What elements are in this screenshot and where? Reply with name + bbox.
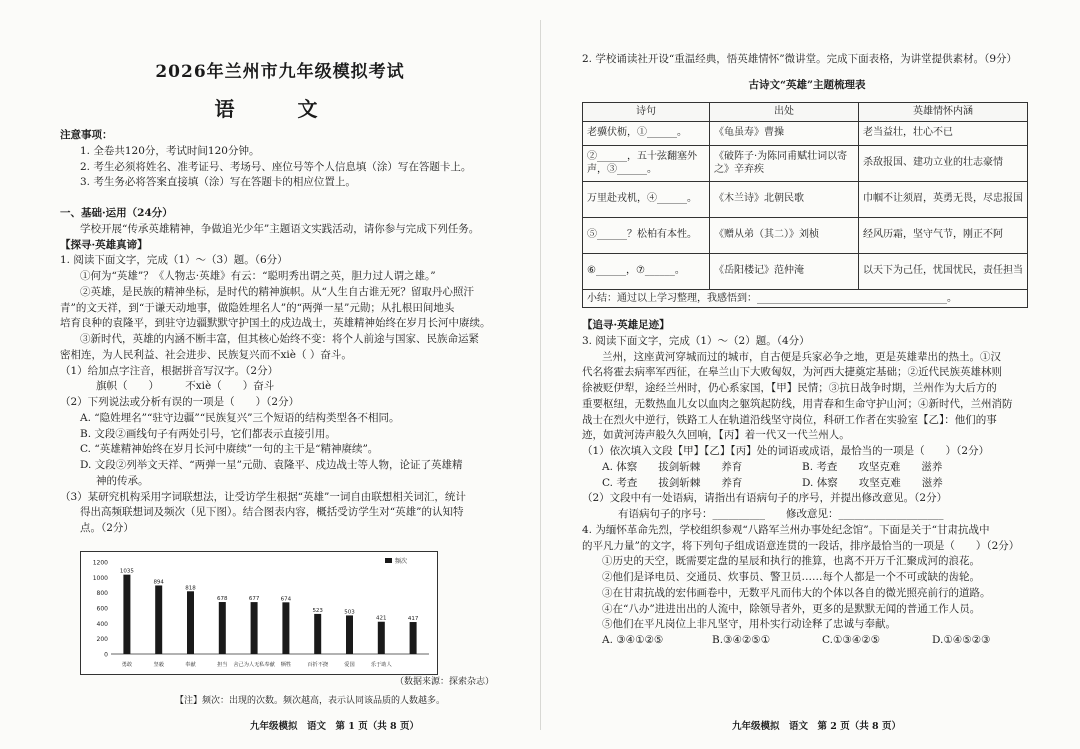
- table-cell: 经风历霜，坚守气节，刚正不阿: [859, 217, 1028, 253]
- option-d: D. 体察 攻坚克难 滋养: [802, 476, 943, 489]
- page-right: [582, 0, 1032, 749]
- table-row: [583, 181, 1028, 217]
- option-b: B. 文段②画线句子有两处引号，它们都表示直接引用。: [80, 427, 336, 440]
- data-label: 417: [407, 616, 419, 623]
- notice-item: 2. 考生必须将姓名、准考证号、考场号、座位号等个人信息填（涂）写在答题卡上。: [80, 160, 472, 173]
- subquestion-3: （3）某研究机构采用字词联想法，让受访学生根据“英雄”一词自由联想相关词汇，统计: [60, 490, 466, 503]
- table-title: 古诗文“英雄”主题梳理表: [748, 79, 866, 91]
- table-cell: 《赠从弟（其二）》刘桢: [710, 217, 859, 253]
- sentence-item: ①历史的天空，既需要定盘的星辰和执行的推算，也离不开万千汇聚成河的浪花。: [602, 555, 980, 568]
- table-row: [583, 253, 1028, 289]
- option-d: D. 文段②列举文天祥、“两弹一星”元勋、袁隆平、戍边战士等人物，论证了英雄精: [80, 459, 463, 471]
- chart-bar: [378, 622, 385, 654]
- table-cell: 巾帼不让须眉，英勇无畏，尽忠报国: [859, 181, 1028, 217]
- task-heading: 【追寻·英雄足迹】: [582, 319, 670, 331]
- y-tick-label: 1000: [92, 574, 108, 582]
- task-heading: 【探寻·英雄真谛】: [60, 238, 148, 251]
- sentence-item: ③在甘肃抗战的宏伟画卷中，无数平凡而伟大的个体以各自的微光照亮前行的道路。: [602, 586, 991, 599]
- option-b: B. 考查 攻坚克难 滋养: [802, 460, 943, 473]
- subject-title: 语 文: [214, 96, 346, 121]
- passage-line: 密相连，为人民利益、社会进步、民族复兴而不xiè（ ）奋斗。: [60, 348, 352, 361]
- category-label: 担当: [217, 662, 228, 668]
- subquestion-3-1: （1）依次填入文段【甲】【乙】【丙】处的词语或成语，最恰当的一项是（ ）（2分）: [582, 445, 990, 457]
- table-row: [583, 121, 1028, 145]
- chart-bar: [251, 602, 258, 654]
- category-label: 坚毅: [153, 662, 164, 668]
- question-2: 2. 学校诵读社开设“重温经典，悟英雄情怀”微讲堂。完成下面表格，为讲堂提供素材。（9分）: [582, 53, 1018, 65]
- data-label: 678: [217, 596, 228, 603]
- sentence-item: ④在“八办”进进出出的人流中，除领导者外，更多的是默默无闻的普通工作人员。: [602, 602, 981, 615]
- data-label: 503: [344, 609, 355, 616]
- table-header: 诗句: [583, 103, 710, 122]
- category-label: 舍己为人无私奉献: [233, 662, 275, 668]
- legend-swatch: [385, 558, 392, 563]
- option-a: A. 体察 拔剑斩棘 养育: [602, 460, 743, 473]
- data-label: 677: [248, 596, 260, 603]
- exam-title: 2026年兰州市九年级模拟考试: [155, 62, 405, 82]
- data-label: 523: [312, 607, 323, 614]
- frequency-chart: [80, 551, 438, 675]
- table-header: 英雄情怀内涵: [859, 103, 1028, 122]
- chart-bar: [282, 602, 289, 654]
- subquestion-3-line: 点。（2分）: [80, 522, 134, 534]
- chart-bar: [187, 591, 194, 654]
- question-1: 1. 阅读下面文字，完成（1）～（3）题。（6分）: [60, 254, 288, 267]
- table-cell: 以天下为己任，忧国忧民，责任担当: [859, 253, 1028, 289]
- subquestion-1: （1）给加点字注音，根据拼音写汉字。（2分）: [60, 364, 279, 377]
- table-row: [583, 217, 1028, 253]
- activity-intro: 学校开展“传承英雄精神，争做追光少年”主题语文实践活动，请你参与完成下列任务。: [80, 222, 480, 235]
- question-3: 3. 阅读下面文字，完成（1）～（2）题。（4分）: [582, 334, 810, 347]
- bar-chart-svg: [81, 552, 437, 674]
- options-row: [582, 476, 1032, 492]
- options-row: [582, 460, 1032, 476]
- option-c: C. 考查 拔剑斩棘 养育: [602, 476, 743, 489]
- table-cell: ②______，五十弦翻塞外声，③______。: [583, 145, 710, 181]
- notice-item: 3. 考生务必将答案直接填（涂）写在答题卡的相应位置上。: [80, 176, 356, 189]
- subquestion-2: （2）下列说法或分析有误的一项是（ ）（2分）: [60, 396, 300, 408]
- passage-line: ①何为“英雄”？《人物志·英雄》有云：“聪明秀出谓之英，胆力过人谓之雄。”: [80, 270, 436, 282]
- table-cell: 万里赴戎机，④______。: [583, 181, 710, 217]
- table-cell: ⑤______？松柏有本性。: [583, 217, 710, 253]
- page-footer: 九年级模拟 语文 第 2 页（共 8 页）: [732, 721, 901, 732]
- sentence-item: ⑤他们在平凡岗位上非凡坚守，用朴实行动诠释了忠诚与奉献。: [602, 618, 896, 631]
- passage-line: 兰州，这座黄河穿城而过的城市，自古便是兵家必争之地，更是英雄辈出的热土。①汉: [602, 350, 1001, 363]
- passage-line: 培育良种的袁隆平，到驻守边疆默默守护国土的戍边战士，英雄精神始终在岁月长河中赓续。: [60, 317, 491, 330]
- data-label: 421: [376, 615, 387, 622]
- page-divider: [540, 20, 541, 730]
- chart-bar: [219, 602, 226, 654]
- category-label: 百折不挠: [307, 662, 329, 668]
- option-a: A. “隐姓埋名”“驻守边疆”“民族复兴”三个短语的结构类型各不相同。: [80, 411, 400, 424]
- category-label: 乐于助人: [370, 662, 392, 668]
- notice-heading: 注意事项：: [60, 129, 113, 141]
- table-cell: ⑥______，⑦______。: [583, 253, 710, 289]
- table-cell: 《破阵子·为陈同甫赋壮词以寄之》辛弃疾: [710, 145, 859, 181]
- section-heading: 一、基础·运用（24分）: [60, 207, 173, 219]
- data-label: 818: [185, 585, 196, 592]
- options-row: [582, 633, 1032, 649]
- chart-note: 【注】频次：出现的次数。频次越高，表示认同该品质的人数越多。: [175, 696, 446, 706]
- y-tick-label: 800: [96, 590, 108, 598]
- option-a: A. ③④①②⑤: [602, 634, 664, 646]
- y-tick-label: 600: [96, 605, 108, 613]
- category-label: 奉献: [185, 662, 196, 668]
- table-row: [583, 289, 1028, 308]
- option-d: D.①④⑤②③: [932, 634, 991, 646]
- question-4: 4. 为缅怀革命先烈，学校组织参观“八路军兰州办事处纪念馆”。下面是关于“甘肃抗战中: [582, 523, 990, 536]
- question-4-line: 的平凡力量”的文字，将下列句子组成语意连贯的一段话，排序最恰当的一项是（ ）（2分）: [582, 539, 1020, 552]
- sentence-item: ②他们是译电员、交通员、炊事员、警卫员……每个人都是一个不可或缺的齿轮。: [602, 571, 980, 583]
- answer-fill: 有语病句子的序号：__________ 修改意见：____________________: [618, 508, 944, 520]
- option-d-cont: 神的传承。: [96, 474, 149, 487]
- table-summary: 小结：通过以上学习整理，我感悟到：______________________________________。: [583, 289, 1028, 308]
- y-tick-label: 400: [96, 620, 108, 628]
- passage-line: 重要枢纽，无数热血儿女以血肉之躯筑起防线，用青春和生命守护山河；④新时代，兰州消防: [582, 397, 1013, 410]
- chart-bar: [123, 575, 130, 654]
- data-label: 674: [280, 596, 292, 603]
- subquestion-3-2: （2）文段中有一处语病，请指出有语病句子的序号，并提出修改意见。（2分）: [582, 492, 948, 505]
- y-tick-label: 1200: [92, 559, 108, 567]
- table-cell: 《木兰诗》北朝民歌: [710, 181, 859, 217]
- data-label: 1035: [119, 568, 134, 575]
- subquestion-1-items: 旗帜（ ） 不xiè（ ）奋斗: [96, 380, 275, 393]
- chart-bar: [346, 615, 353, 654]
- subquestion-3-line: 得出高频联想词及频次（见下图）。结合图表内容，概括受访学生对“英雄”的认知特: [80, 506, 464, 519]
- chart-bar: [314, 614, 321, 654]
- table-header: 出处: [710, 103, 859, 122]
- chart-source: （数据来源：探索杂志）: [395, 677, 495, 687]
- chart-bar: [410, 622, 417, 654]
- option-b: B.③④②⑤①: [712, 634, 771, 646]
- option-c: C. “英雄精神始终在岁月长河中赓续”一句的主干是“精神赓续”。: [80, 443, 379, 456]
- category-label: 爱国: [344, 662, 355, 668]
- data-label: 894: [153, 579, 164, 586]
- legend-label: 频次: [395, 558, 408, 565]
- passage-line: ③新时代，英雄的内涵不断丰富，但其核心始终不变：将个人前途与国家、民族命运紧: [80, 333, 479, 345]
- table-cell: 《龟虽寿》曹操: [710, 121, 859, 145]
- category-label: 牺牲: [280, 662, 292, 668]
- theme-table: [582, 102, 1028, 308]
- passage-line: 战士在烈火中逆行，铁路工人在轨道沿线坚守岗位，科研工作者在实验室【乙】：他们的事: [582, 413, 997, 426]
- y-tick-label: 200: [96, 636, 108, 644]
- page-footer: 九年级模拟 语文 第 1 页（共 8 页）: [250, 721, 419, 732]
- category-label: 勇敢: [121, 662, 133, 668]
- notice-item: 1. 全卷共120分，考试时间120分钟。: [80, 144, 260, 157]
- passage-line: 青”的文天祥，到“于谦天动地事，做隐姓埋名人”的“两弹一星”元勋；从扎根田间地头: [60, 301, 455, 314]
- table-row: [583, 145, 1028, 181]
- y-tick-label: 0: [104, 651, 108, 659]
- table-cell: 杀敌报国、建功立业的壮志豪情: [859, 145, 1028, 181]
- passage-line: 迹，如黄河涛声般久久回响，【丙】着一代又一代兰州人。: [582, 429, 850, 442]
- passage-line: ②英雄，是民族的精神坐标，是时代的精神旗帜。从“人生自古谁无死？留取丹心照汗: [80, 285, 474, 298]
- option-c: C.①③④②⑤: [822, 634, 881, 646]
- passage-line: 徐被贬伊犁，途经兰州时，仍心系家国，【甲】民情；③抗日战争时期，兰州作为大后方的: [582, 382, 997, 394]
- table-cell: 老骥伏枥，①______。: [583, 121, 710, 145]
- passage-line: 代名将霍去病率军西征，在皋兰山下大败匈奴，为河西大捷奠定基础；②近代民族英雄林则: [582, 366, 1002, 379]
- table-cell: 老当益壮，壮心不已: [859, 121, 1028, 145]
- table-cell: 《岳阳楼记》范仲淹: [710, 253, 859, 289]
- chart-bar: [155, 585, 162, 654]
